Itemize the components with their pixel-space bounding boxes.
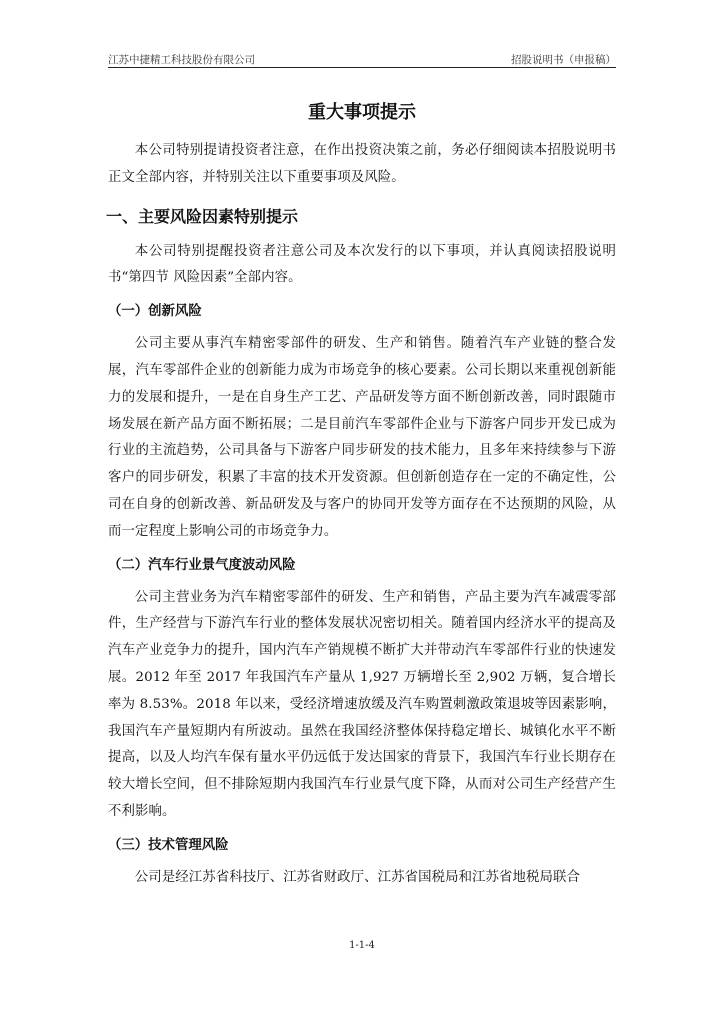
subsection-heading-innovation-risk: （一）创新风险 — [108, 304, 202, 320]
page-body — [108, 98, 616, 892]
subsection-heading-industry-cycle-risk: （二）汽车行业景气度波动风险 — [108, 557, 296, 573]
header-divider — [108, 67, 616, 68]
section-intro-paragraph: 本公司特别提醒投资者注意公司及本次发行的以下事项，并认真阅读招股说明书“第四节 风险因素”全部内容。 — [108, 243, 616, 286]
technology-management-risk-paragraph: 公司是经江苏省科技厅、江苏省财政厅、江苏省国税局和江苏省地税局联合 — [134, 869, 580, 885]
industry-cycle-risk-paragraph: 公司主营业务为汽车精密零部件的研发、生产和销售，产品主要为汽车减震零部件，生产经营与下游汽车行业的整体发展状况密切相关。随着国内经济水平的提高及汽车产业竞争力的提升，国内汽车产销规模不断扩大并带动汽车零部件行业的快速发展。2012 年至 2017 年我国汽车产量从 1,927 万辆增长至 2,902 万辆，复合增长率为 8.53%。2018 年以来，受经济增速放缓及汽车购置刺激政策退坡等因素影响，我国汽车产量短期内有所波动。虽然在我国经济整体保持稳定增长、城镇化水平不断提高，以及人均汽车保有量水平仍远低于发达国家的背景下，我国汽车行业长期存在较大增长空间，但不排除短期内我国汽车行业景气度下降，从而对公司生产经营产生不利影响。 — [108, 589, 616, 819]
intro-paragraph: 本公司特别提请投资者注意，在作出投资决策之前，务必仔细阅读本招股说明书正文全部内容，并特别关注以下重要事项及风险。 — [108, 143, 616, 185]
subsection-heading-technology-management-risk: （三）技术管理风险 — [108, 837, 229, 853]
header-company-name: 江苏中捷精工科技股份有限公司 — [108, 54, 255, 66]
innovation-risk-paragraph: 公司主要从事汽车精密零部件的研发、生产和销售。随着汽车产业链的整合发展，汽车零部件企业的创新能力成为市场竞争的核心要素。公司长期以来重视创新能力的发展和提升，一是在自身生产工艺、产品研发等方面不断创新改善，同时跟随市场发展在新产品方面不断拓展；二是目前汽车零部件企业与下游客户同步开发已成为行业的主流趋势，公司具备与下游客户同步研发的技术能力，且多年来持续参与下游客户的同步研发，积累了丰富的技术开发资源。但创新创造存在一定的不确定性，公司在自身的创新改善、新品研发及与客户的协同开发等方面存在不达预期的风险，从而一定程度上影响公司的市场竞争力。 — [108, 336, 616, 539]
header-document-type: 招股说明书（申报稿） — [511, 54, 616, 66]
page-title: 重大事项提示 — [308, 102, 416, 123]
page-number: 1-1-4 — [349, 940, 375, 951]
section-heading-risk-factors: 一、主要风险因素特别提示 — [106, 206, 299, 226]
